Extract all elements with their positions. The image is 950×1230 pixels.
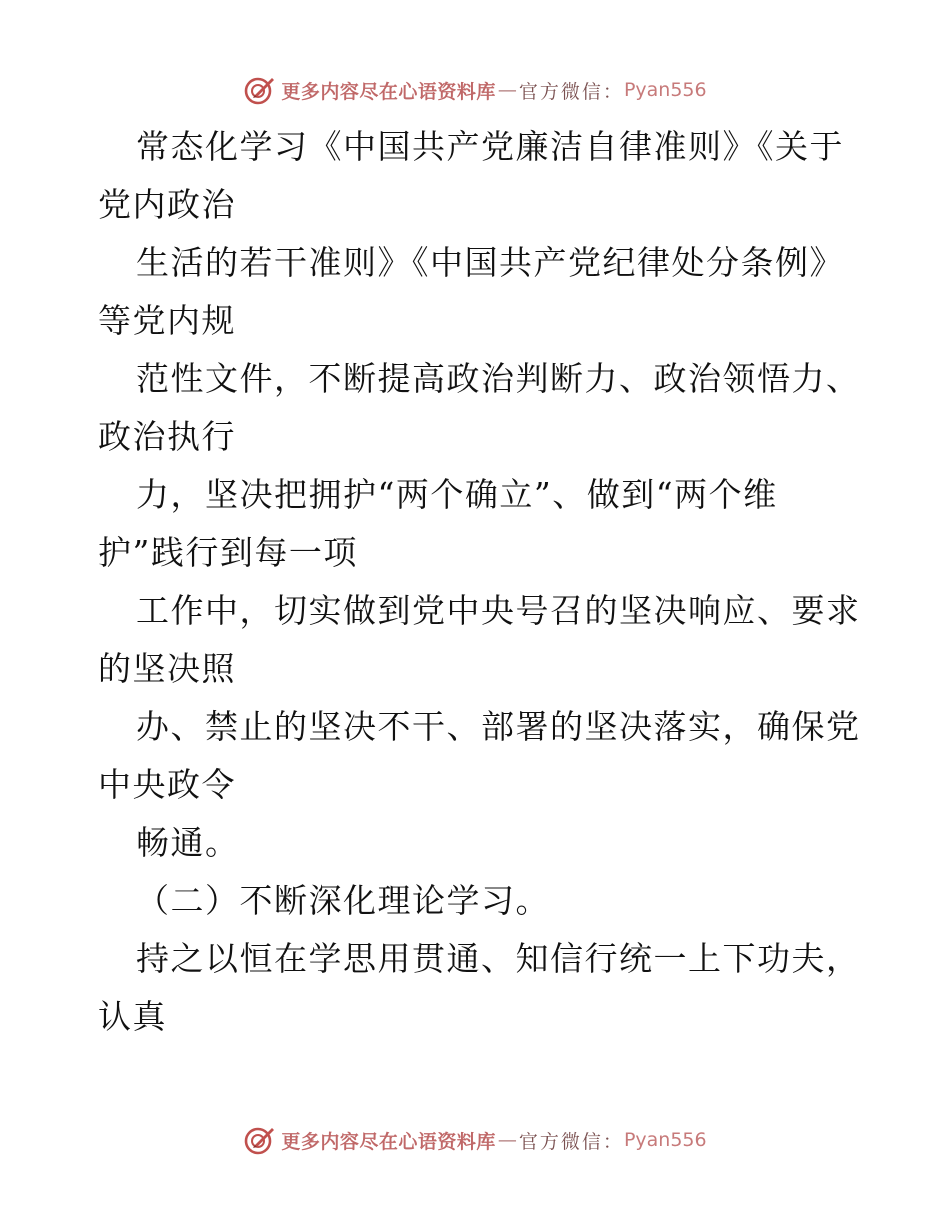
text-line: 力，坚决把拥护“两个确立”、做到“两个维 xyxy=(136,475,778,514)
watermark-official-label: 官方微信： xyxy=(518,80,624,103)
text-line: 工作中，切实做到党中央号召的坚决响应、要求 xyxy=(136,591,861,630)
watermark-brand: 更多内容尽在心语资料库 xyxy=(281,1130,496,1153)
text-line: 认真 xyxy=(98,997,167,1036)
text-line: 中央政令 xyxy=(98,765,236,804)
brand-logo-icon xyxy=(243,1123,277,1157)
text-line: 生活的若干准则》《中国共产党纪律处分条例》 xyxy=(136,243,844,282)
watermark-wechat-id: Pyan556 xyxy=(623,79,707,101)
header-watermark xyxy=(0,72,950,108)
watermark-separator: — xyxy=(497,1129,517,1151)
watermark-brand: 更多内容尽在心语资料库 xyxy=(281,80,496,103)
text-line: 常态化学习《中国共产党廉洁自律准则》《关于 xyxy=(136,127,844,166)
text-line: 的坚决照 xyxy=(98,649,236,688)
brand-logo-icon xyxy=(243,73,277,107)
text-line: 办、禁止的坚决不干、部署的坚决落实，确保党 xyxy=(136,707,861,746)
text-line: 政治执行 xyxy=(98,417,236,456)
section-heading: （二）不断深化理论学习。 xyxy=(136,881,550,920)
text-line: 畅通。 xyxy=(136,823,240,862)
watermark-official-label: 官方微信： xyxy=(518,1130,624,1153)
text-line: 持之以恒在学思用贯通、知信行统一上下功夫， xyxy=(136,939,861,978)
text-line: 党内政治 xyxy=(98,185,236,224)
text-line: 护”践行到每一项 xyxy=(98,533,358,572)
text-line: 范性文件，不断提高政治判断力、政治领悟力、 xyxy=(136,359,861,398)
footer-watermark xyxy=(0,1122,950,1158)
watermark-wechat-id: Pyan556 xyxy=(623,1129,707,1151)
text-line: 等党内规 xyxy=(98,301,236,340)
document-body xyxy=(98,118,861,1046)
watermark-separator: — xyxy=(497,79,517,101)
